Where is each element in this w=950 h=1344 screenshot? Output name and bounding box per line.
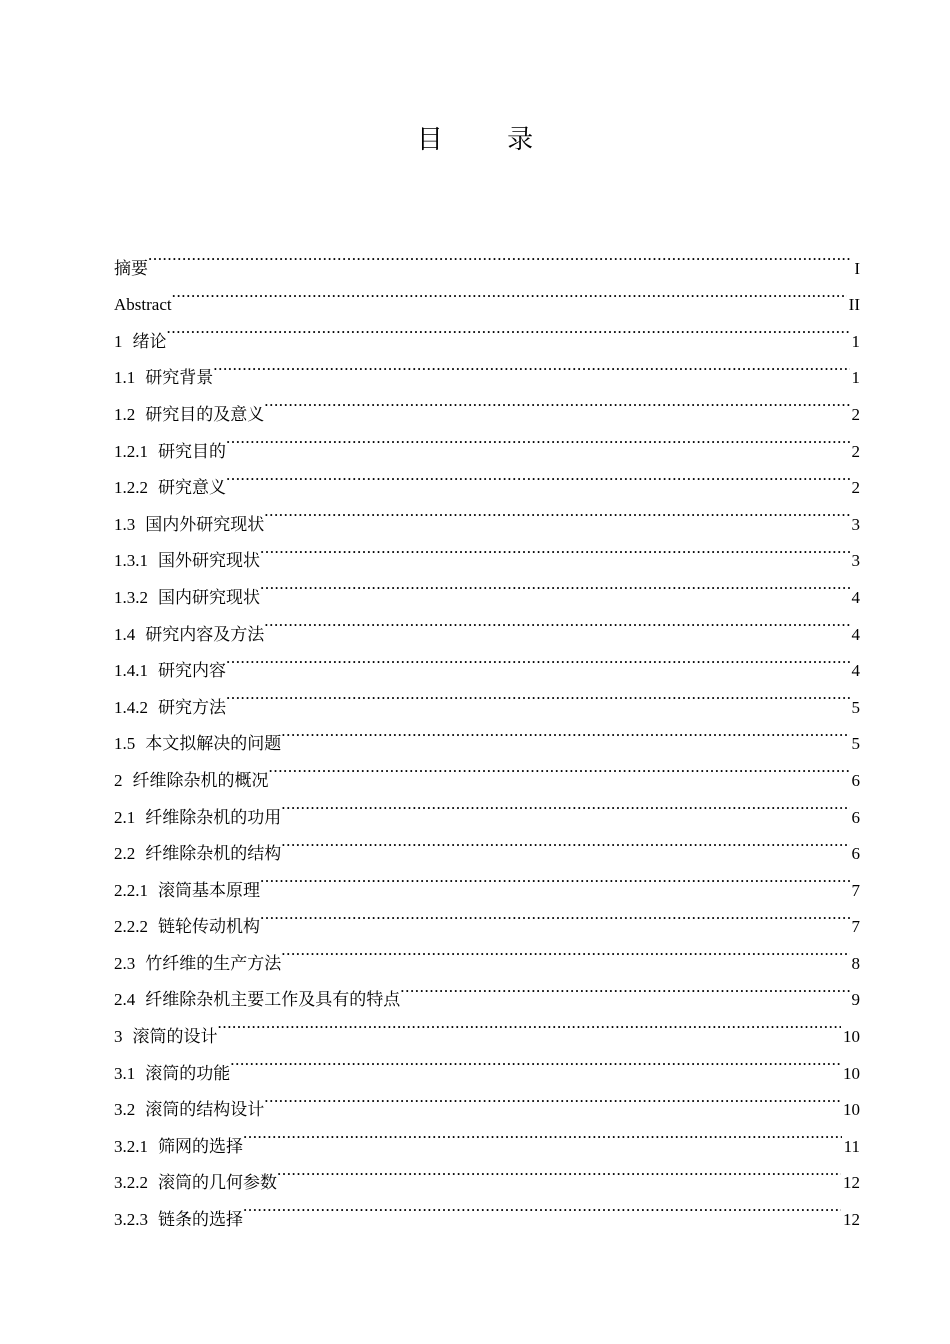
toc-entry-page: 5 [851,734,860,754]
toc-entry-number: 1.4.1 [114,661,148,681]
toc-dot-leader [264,603,849,640]
toc-dot-leader [260,859,850,896]
toc-entry-label: 摘要 [114,258,148,278]
toc-entry-page: 2 [851,404,860,424]
toc-entry-number: 1.2.2 [114,478,148,498]
toc-entry-label: 筛网的选择 [158,1136,243,1156]
toc-entry-label: 滚筒的几何参数 [158,1173,277,1193]
toc-entry-number: 2.3 [114,953,136,973]
toc-entry[interactable] [114,274,860,315]
toc-entry-number: 2 [114,770,123,790]
table-of-contents [114,237,860,1230]
toc-entry-label: 滚筒的设计 [132,1027,218,1047]
toc-entry-number: 1.4.2 [114,697,148,717]
toc-entry-label: 研究背景 [145,368,214,388]
toc-dot-leader [264,383,849,420]
toc-dot-leader [260,566,850,603]
toc-entry-number: 1.1 [114,368,136,388]
toc-entry-label: 滚筒的结构设计 [145,1100,265,1120]
toc-entry-number: 3.2.1 [114,1136,148,1156]
toc-dot-leader [226,457,850,494]
toc-entry-page: 1 [851,368,860,388]
toc-entry-number: 2.2.2 [114,917,148,937]
toc-entry-label: 纤维除杂机的功用 [145,807,282,827]
toc-entry-page: 1 [851,331,860,351]
toc-dot-leader [264,1079,841,1116]
toc-dot-leader [281,786,849,823]
toc-entry-page: 9 [851,990,860,1010]
toc-entry-label: 滚筒的功能 [145,1063,231,1083]
toc-entry-number: 1.5 [114,734,136,754]
toc-entry-label: 链条的选择 [158,1210,243,1230]
toc-entry-number: 2.2 [114,844,136,864]
toc-entry-page: 3 [851,514,860,534]
toc-dot-leader [226,676,850,713]
toc-entry-page: II [848,295,860,315]
toc-entry-label: 研究意义 [158,478,226,498]
toc-dot-leader [243,1188,841,1225]
toc-entry-page: 6 [851,770,860,790]
toc-dot-leader [226,420,850,457]
toc-entry-label: 国内外研究现状 [145,514,265,534]
toc-entry-number: 3.2 [114,1100,136,1120]
toc-entry-number: 2.2.1 [114,880,148,900]
toc-dot-leader [226,640,850,677]
toc-entry-page: 11 [843,1136,860,1156]
toc-entry-number: 2.4 [114,990,136,1010]
toc-dot-leader [281,823,849,860]
toc-entry-number: 3.1 [114,1063,136,1083]
toc-entry-label: 纤维除杂机主要工作及具有的特点 [145,990,401,1010]
toc-dot-leader [218,1005,842,1042]
toc-entry-page: 4 [851,661,860,681]
toc-dot-leader [213,347,849,384]
toc-entry[interactable] [114,383,860,424]
toc-entry-number: 3 [114,1027,123,1047]
toc-entry-label: 研究目的 [158,441,226,461]
toc-entry-number: 1.3.1 [114,551,148,571]
toc-entry-label: 研究方法 [158,697,226,717]
toc-entry-label: Abstract [114,295,172,315]
toc-entry-number: 1.3.2 [114,587,148,607]
toc-entry[interactable] [114,310,860,351]
toc-entry-number: 1.4 [114,624,136,644]
toc-entry-label: 研究目的及意义 [145,404,265,424]
toc-entry-label: 国外研究现状 [158,551,260,571]
toc-entry-page: 12 [843,1173,860,1193]
toc-entry-label: 链轮传动机构 [158,917,260,937]
toc-dot-leader [243,1115,842,1152]
toc-entry-page: 6 [851,807,860,827]
toc-entry-label: 研究内容 [158,661,226,681]
toc-dot-leader [260,896,850,933]
toc-entry-label: 滚筒基本原理 [158,880,260,900]
toc-entry-page: 12 [843,1210,860,1230]
toc-entry[interactable] [114,1005,860,1047]
toc-entry-page: 7 [851,917,860,937]
toc-dot-leader [277,1152,841,1189]
toc-entry[interactable] [114,457,860,498]
toc-entry[interactable] [114,237,860,278]
toc-entry-label: 纤维除杂机的概况 [132,770,269,790]
toc-entry-page: 3 [851,551,860,571]
toc-entry[interactable] [114,640,860,681]
toc-entry-page: 2 [851,441,860,461]
toc-entry-number: 3.2.2 [114,1173,148,1193]
toc-entry-page: 8 [851,953,860,973]
toc-dot-leader [167,310,850,347]
toc-entry-page: 6 [851,844,860,864]
toc-entry-page: 10 [843,1063,860,1083]
toc-entry-page: 7 [851,880,860,900]
toc-entry-page: 2 [851,478,860,498]
toc-entry-page: 10 [843,1027,860,1047]
toc-dot-leader [400,969,849,1006]
toc-entry-page: I [854,258,860,278]
toc-entry-number: 1 [114,331,123,351]
toc-entry-page: 10 [843,1100,860,1120]
toc-entry-number: 3.2.3 [114,1210,148,1230]
toc-entry-page: 5 [851,697,860,717]
toc-dot-leader [230,1042,841,1079]
toc-entry-number: 1.3 [114,514,136,534]
toc-entry-number: 1.2.1 [114,441,148,461]
toc-entry-page: 4 [851,587,860,607]
page-title: 目 录 [416,125,562,155]
toc-entry-label: 绪论 [132,331,167,351]
toc-dot-leader [269,749,850,786]
toc-dot-leader [148,237,852,274]
toc-entry-page: 4 [851,624,860,644]
toc-entry[interactable] [114,420,860,461]
toc-entry[interactable] [114,1042,860,1083]
toc-entry-label: 竹纤维的生产方法 [145,953,282,973]
toc-entry-label: 国内研究现状 [158,587,260,607]
toc-entry-label: 研究内容及方法 [145,624,265,644]
toc-entry-number: 2.1 [114,807,136,827]
toc-dot-leader [260,530,850,567]
toc-dot-leader [281,932,849,969]
toc-entry[interactable] [114,676,860,717]
toc-entry-label: 纤维除杂机的结构 [145,844,282,864]
toc-dot-leader [172,274,847,311]
toc-dot-leader [264,493,849,530]
toc-entry-label: 本文拟解决的问题 [145,734,282,754]
toc-entry[interactable] [114,347,860,388]
toc-dot-leader [281,713,849,750]
toc-entry-number: 1.2 [114,404,136,424]
